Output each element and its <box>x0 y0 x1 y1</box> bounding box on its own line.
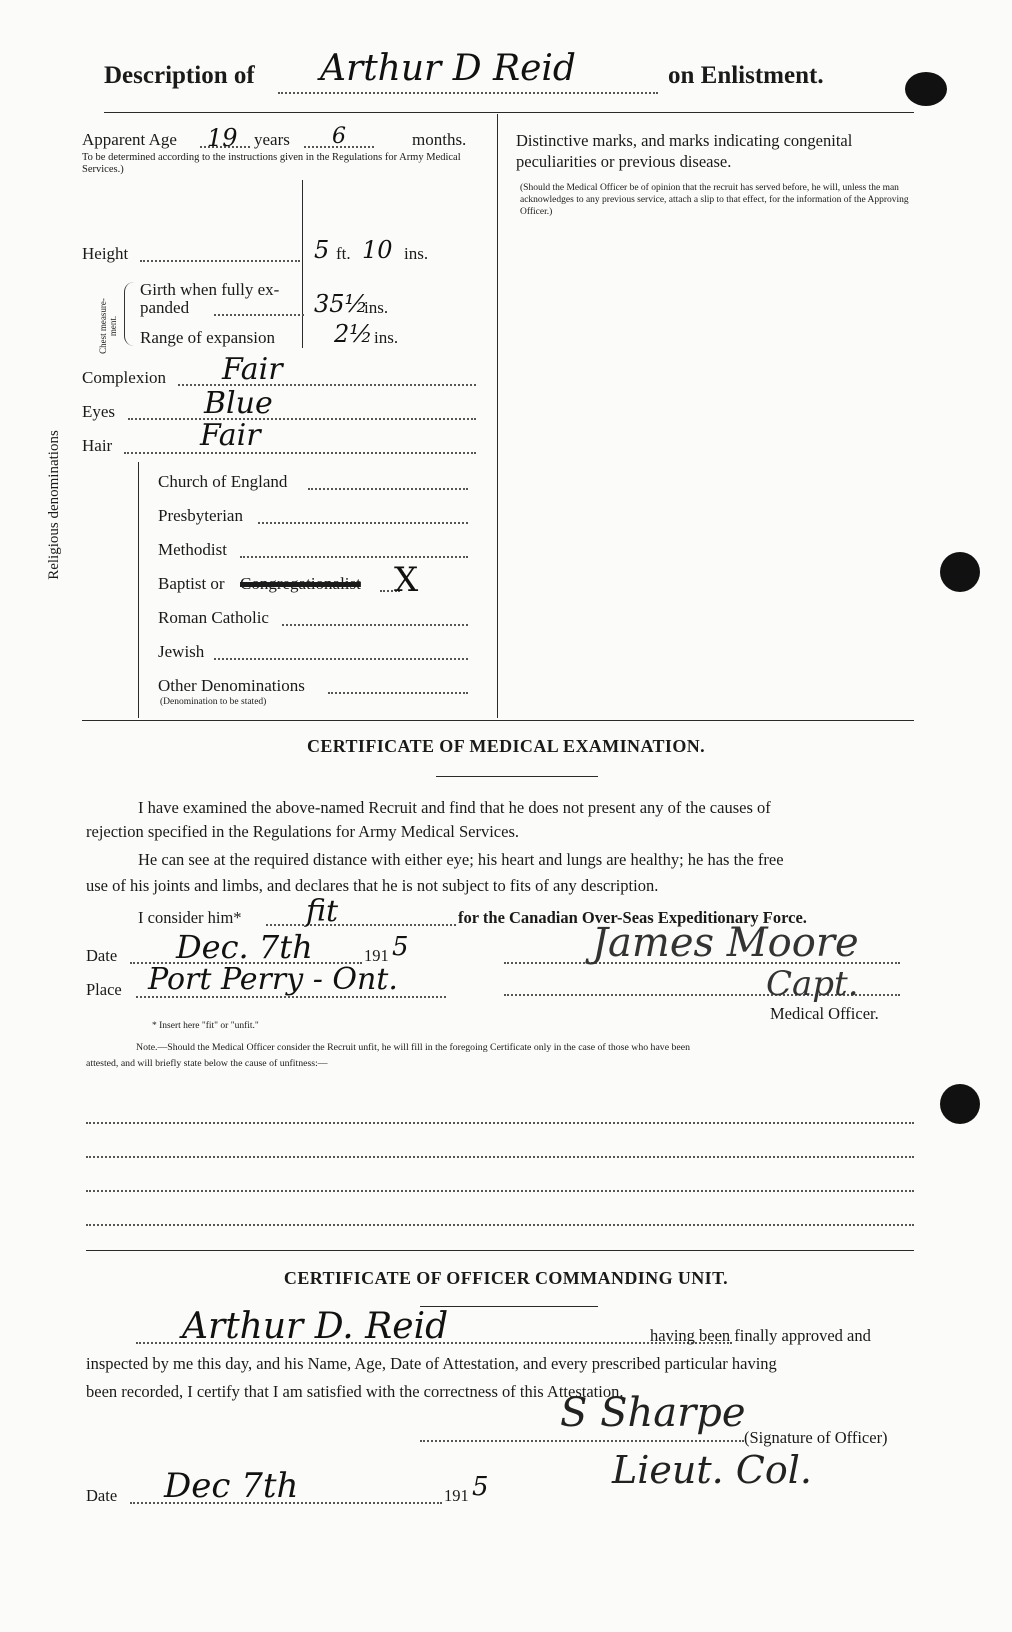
religion-other: Other Denominations (Denomination to be stated) <box>158 672 478 716</box>
commanding-line1-suffix: having been finally approved and <box>650 1326 871 1345</box>
range-value: 2½ <box>334 320 373 348</box>
medical-place-row <box>86 962 486 1008</box>
header-prefix: Description of <box>104 62 255 89</box>
girth-label-1: Girth when fully ex- <box>140 280 280 299</box>
medical-para2-line1: He can see at the required distance with either eye; his heart and lungs are healthy; he has the free <box>138 850 784 869</box>
religion-jewish: Jewish <box>158 638 478 668</box>
religion-baptist: Baptist or Congregationalist X <box>158 560 419 600</box>
ins-label: ins. <box>404 244 429 263</box>
complexion-value: Fair <box>222 352 283 387</box>
medical-para1-line1: I have examined the above-named Recruit and find that he does not present any of the causes of <box>138 798 771 817</box>
ft-label: ft. <box>336 244 351 263</box>
medical-place-value: Port Perry - Ont. <box>148 962 398 997</box>
complexion-label: Complexion <box>82 368 167 387</box>
eyes-value: Blue <box>204 386 273 421</box>
chest-section <box>82 276 482 356</box>
punch-hole-2 <box>940 1084 980 1124</box>
religion-church-of-england: Church of England <box>158 468 478 498</box>
hair-row <box>82 418 482 456</box>
distinctive-marks-label: Distinctive marks, and marks indicating congenital peculiarities or previous disease. <box>516 131 853 171</box>
chest-brace <box>124 282 135 346</box>
months-label: months. <box>412 130 467 149</box>
age-years-value: 19 <box>207 124 238 152</box>
consider-prefix: I consider him* <box>138 908 242 927</box>
commanding-recruit-name: Arthur D. Reid <box>182 1306 449 1347</box>
unfit-note-line2: attested, and will briefly state below the cause of unfitness:— <box>86 1058 328 1069</box>
age-note: To be determined according to the instructions given in the Regulations for Army Medical Services.) <box>82 152 461 175</box>
range-label: Range of expansion <box>140 328 276 347</box>
commanding-date-label: Date <box>86 1486 118 1505</box>
form-header <box>0 0 1012 110</box>
girth-value: 35½ <box>314 290 368 318</box>
height-label: Height <box>82 244 129 263</box>
consider-value: fit <box>306 894 339 929</box>
ink-blot <box>905 72 947 106</box>
medical-date-label: Date <box>86 946 118 965</box>
commanding-officer-rank: Lieut. Col. <box>612 1448 812 1492</box>
religion-side-label <box>46 430 63 580</box>
age-row <box>82 124 482 180</box>
height-ins-value: 10 <box>362 236 393 264</box>
hair-value: Fair <box>200 418 261 453</box>
commanding-date-value: Dec 7th <box>164 1466 299 1506</box>
medical-date-value: Dec. 7th <box>176 928 313 966</box>
girth-unit: ins. <box>364 298 389 317</box>
signature-of-officer-label: (Signature of Officer) <box>744 1428 888 1447</box>
chest-side-label <box>98 296 118 356</box>
recruit-name-handwritten: Arthur D Reid <box>320 48 576 89</box>
medical-officer-rank: Capt. <box>766 964 859 1004</box>
age-label: Apparent Age <box>82 130 177 149</box>
chest-side-label-text: Chest measure-ment. <box>98 298 118 354</box>
religion-roman-catholic: Roman Catholic <box>158 604 478 634</box>
header-suffix: on Enlistment. <box>668 62 824 89</box>
commanding-date-row <box>86 1466 526 1520</box>
eyes-row <box>82 386 482 422</box>
commanding-line2: inspected by me this day, and his Name, Age, Date of Attestation, and every prescribed particular having <box>86 1354 777 1373</box>
unfitness-line-1 <box>86 1122 914 1124</box>
medical-officer-label: Medical Officer. <box>770 1004 879 1023</box>
age-months-value: 6 <box>332 124 346 149</box>
religion-methodist: Methodist <box>158 536 478 566</box>
religion-presbyterian: Presbyterian <box>158 502 478 532</box>
height-row <box>82 238 482 266</box>
commanding-line1 <box>86 1306 916 1354</box>
hair-label: Hair <box>82 436 113 455</box>
commanding-year-value: 5 <box>472 1472 489 1502</box>
eyes-label: Eyes <box>82 402 116 421</box>
distinctive-marks-note: (Should the Medical Officer be of opinion that the recruit has served before, he will, unless the man acknowledges to any previous service, attach a slip to that effect, for the information of the Approving Officer.) <box>520 183 909 217</box>
commanding-line3: been recorded, I certify that I am satisfied with the correctness of this Attestation. <box>86 1382 624 1401</box>
distinctive-marks-box <box>516 130 916 218</box>
religion-list <box>158 468 478 718</box>
commanding-year-prefix: 191 <box>444 1486 469 1505</box>
unfitness-line-3 <box>86 1190 914 1192</box>
medical-certificate-title: CERTIFICATE OF MEDICAL EXAMINATION. <box>306 736 706 756</box>
medical-year-prefix: 191 <box>364 946 389 965</box>
struck-denomination: Congregationalist <box>240 574 361 593</box>
years-label: years <box>254 130 290 149</box>
consider-suffix: for the Canadian Over-Seas Expeditionary Force. <box>458 908 807 927</box>
height-ft-value: 5 <box>314 236 330 264</box>
range-unit: ins. <box>374 328 399 347</box>
medical-para1-line2: rejection specified in the Regulations for Army Medical Services. <box>86 822 519 841</box>
unfitness-line-4 <box>86 1224 914 1226</box>
medical-para2-line2: use of his joints and limbs, and declares that he is not subject to fits of any description. <box>86 876 659 895</box>
punch-hole-1 <box>940 552 980 592</box>
religion-side-label-text: Religious denominations <box>46 430 62 580</box>
unfit-note-line1: Note.—Should the Medical Officer consider the Recruit unfit, he will fill in the foregoing Certificate only in the case of those who have been <box>136 1042 690 1053</box>
medical-year-value: 5 <box>392 932 409 962</box>
commanding-certificate-title: CERTIFICATE OF OFFICER COMMANDING UNIT. <box>283 1268 729 1288</box>
medical-officer-signature: James Moore <box>592 920 859 966</box>
medical-place-label: Place <box>86 980 122 999</box>
complexion-row <box>82 352 482 388</box>
insert-note: * Insert here "fit" or "unfit." <box>152 1021 259 1031</box>
other-denomination-note: (Denomination to be stated) <box>160 697 267 707</box>
religion-mark: X <box>394 560 419 600</box>
commanding-officer-signature: S Sharpe <box>560 1390 746 1436</box>
girth-label-2: panded <box>140 298 190 317</box>
unfitness-line-2 <box>86 1156 914 1158</box>
